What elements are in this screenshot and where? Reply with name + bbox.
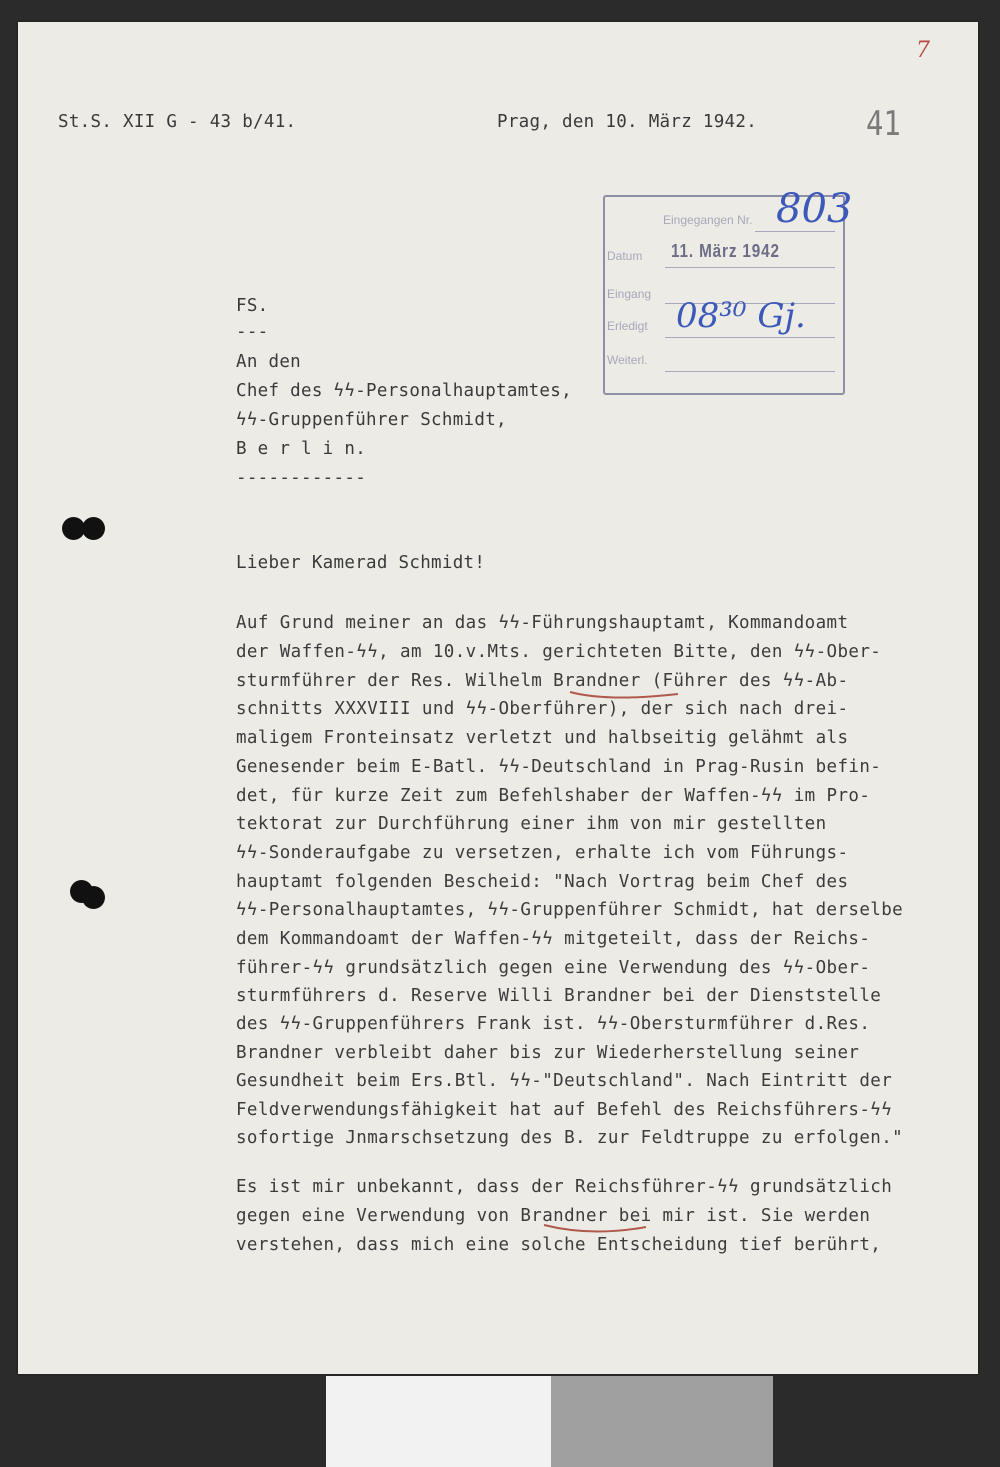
place-date: Prag, den 10. März 1942. [497, 112, 758, 132]
stamp-entry-label: Eingang [607, 287, 652, 301]
fs-rule: --- [236, 322, 269, 342]
handwritten-receipt-time: 08³⁰ Gj. [676, 296, 806, 336]
paragraph-line: der Waffen-ϟϟ, am 10.v.Mts. gerichteten Bitte, den ϟϟ-Ober- [236, 642, 882, 662]
stamp-forward-label: Weiterl. [607, 353, 648, 367]
paragraph-line: führer-ϟϟ grundsätzlich gegen eine Verwendung des ϟϟ-Ober- [236, 958, 871, 978]
calibration-gray [551, 1376, 773, 1467]
address-line-1: An den [236, 352, 302, 372]
paragraph-line: Auf Grund meiner an das ϟϟ-Führungshauptamt, Kommandoamt [236, 613, 849, 633]
stamp-number-label: Eingegangen Nr. [663, 213, 753, 227]
address-line-4: B e r l i n. [236, 439, 367, 459]
corner-pencil-mark: 7 [916, 38, 930, 63]
stamp-rule [665, 337, 835, 338]
paragraph-line: ϟϟ-Sonderaufgabe zu versetzen, erhalte ich vom Führungs- [236, 843, 849, 863]
paragraph-line: ϟϟ-Personalhauptamtes, ϟϟ-Gruppenführer Schmidt, hat derselbe [236, 900, 904, 920]
stamp-rule [665, 371, 835, 372]
punch-hole [82, 886, 105, 909]
paragraph-line: sofortige Jnmarschsetzung des B. zur Feldtruppe zu erfolgen." [236, 1128, 904, 1148]
address-line-3: ϟϟ-Gruppenführer Schmidt, [236, 410, 507, 430]
red-underline-brandner [568, 688, 688, 702]
paragraph-line: Brandner verbleibt daher bis zur Wiederherstellung seiner [236, 1043, 860, 1063]
paragraph-line: schnitts XXXVIII und ϟϟ-Oberführer), der sich nach drei- [236, 699, 849, 719]
page-number: 41 [866, 104, 901, 144]
paragraph-line: sturmführer der Res. Wilhelm Brandner (Führer des ϟϟ-Ab- [236, 671, 849, 691]
stamp-done-label: Erledigt [607, 319, 648, 333]
paragraph-line: sturmführers d. Reserve Willi Brandner bei der Dienststelle [236, 986, 882, 1006]
stamp-rule [665, 267, 835, 268]
address-rule: ------------ [236, 468, 367, 488]
paragraph-line: gegen eine Verwendung von Brandner bei mir ist. Sie werden [236, 1206, 871, 1226]
calibration-white [326, 1376, 551, 1467]
paragraph-line: det, für kurze Zeit zum Befehlshaber der Waffen-ϟϟ im Pro- [236, 786, 871, 806]
handwritten-receipt-number: 803 [776, 186, 853, 232]
paragraph-line: dem Kommandoamt der Waffen-ϟϟ mitgeteilt, dass der Reichs- [236, 929, 871, 949]
stamp-received-date: 11. März 1942 [671, 241, 780, 261]
address-line-2: Chef des ϟϟ-Personalhauptamtes, [236, 381, 572, 401]
reference-number: St.S. XII G - 43 b/41. [58, 112, 297, 132]
paragraph-line: verstehen, dass mich eine solche Entscheidung tief berührt, [236, 1235, 882, 1255]
stamp-date-label: Datum [607, 249, 643, 263]
fs-prefix: FS. [236, 296, 269, 316]
paragraph-line: hauptamt folgenden Bescheid: "Nach Vortrag beim Chef des [236, 872, 849, 892]
punch-hole [82, 517, 105, 540]
salutation: Lieber Kamerad Schmidt! [236, 553, 486, 573]
paragraph-line: des ϟϟ-Gruppenführers Frank ist. ϟϟ-Obersturmführer d.Res. [236, 1014, 871, 1034]
paragraph-line: Feldverwendungsfähigkeit hat auf Befehl des Reichsführers-ϟϟ [236, 1100, 893, 1120]
paragraph-line: maligem Fronteinsatz verletzt und halbseitig gelähmt als [236, 728, 849, 748]
paragraph-line: Gesundheit beim Ers.Btl. ϟϟ-"Deutschland". Nach Eintritt der [236, 1071, 893, 1091]
paragraph-line: Es ist mir unbekannt, dass der Reichsführer-ϟϟ grundsätzlich [236, 1177, 893, 1197]
paragraph-line: tektorat zur Durchführung einer ihm von mir gestellten [236, 814, 827, 834]
paragraph-line: Genesender beim E-Batl. ϟϟ-Deutschland in Prag-Rusin befin- [236, 757, 882, 777]
red-underline-brandner [542, 1221, 652, 1237]
